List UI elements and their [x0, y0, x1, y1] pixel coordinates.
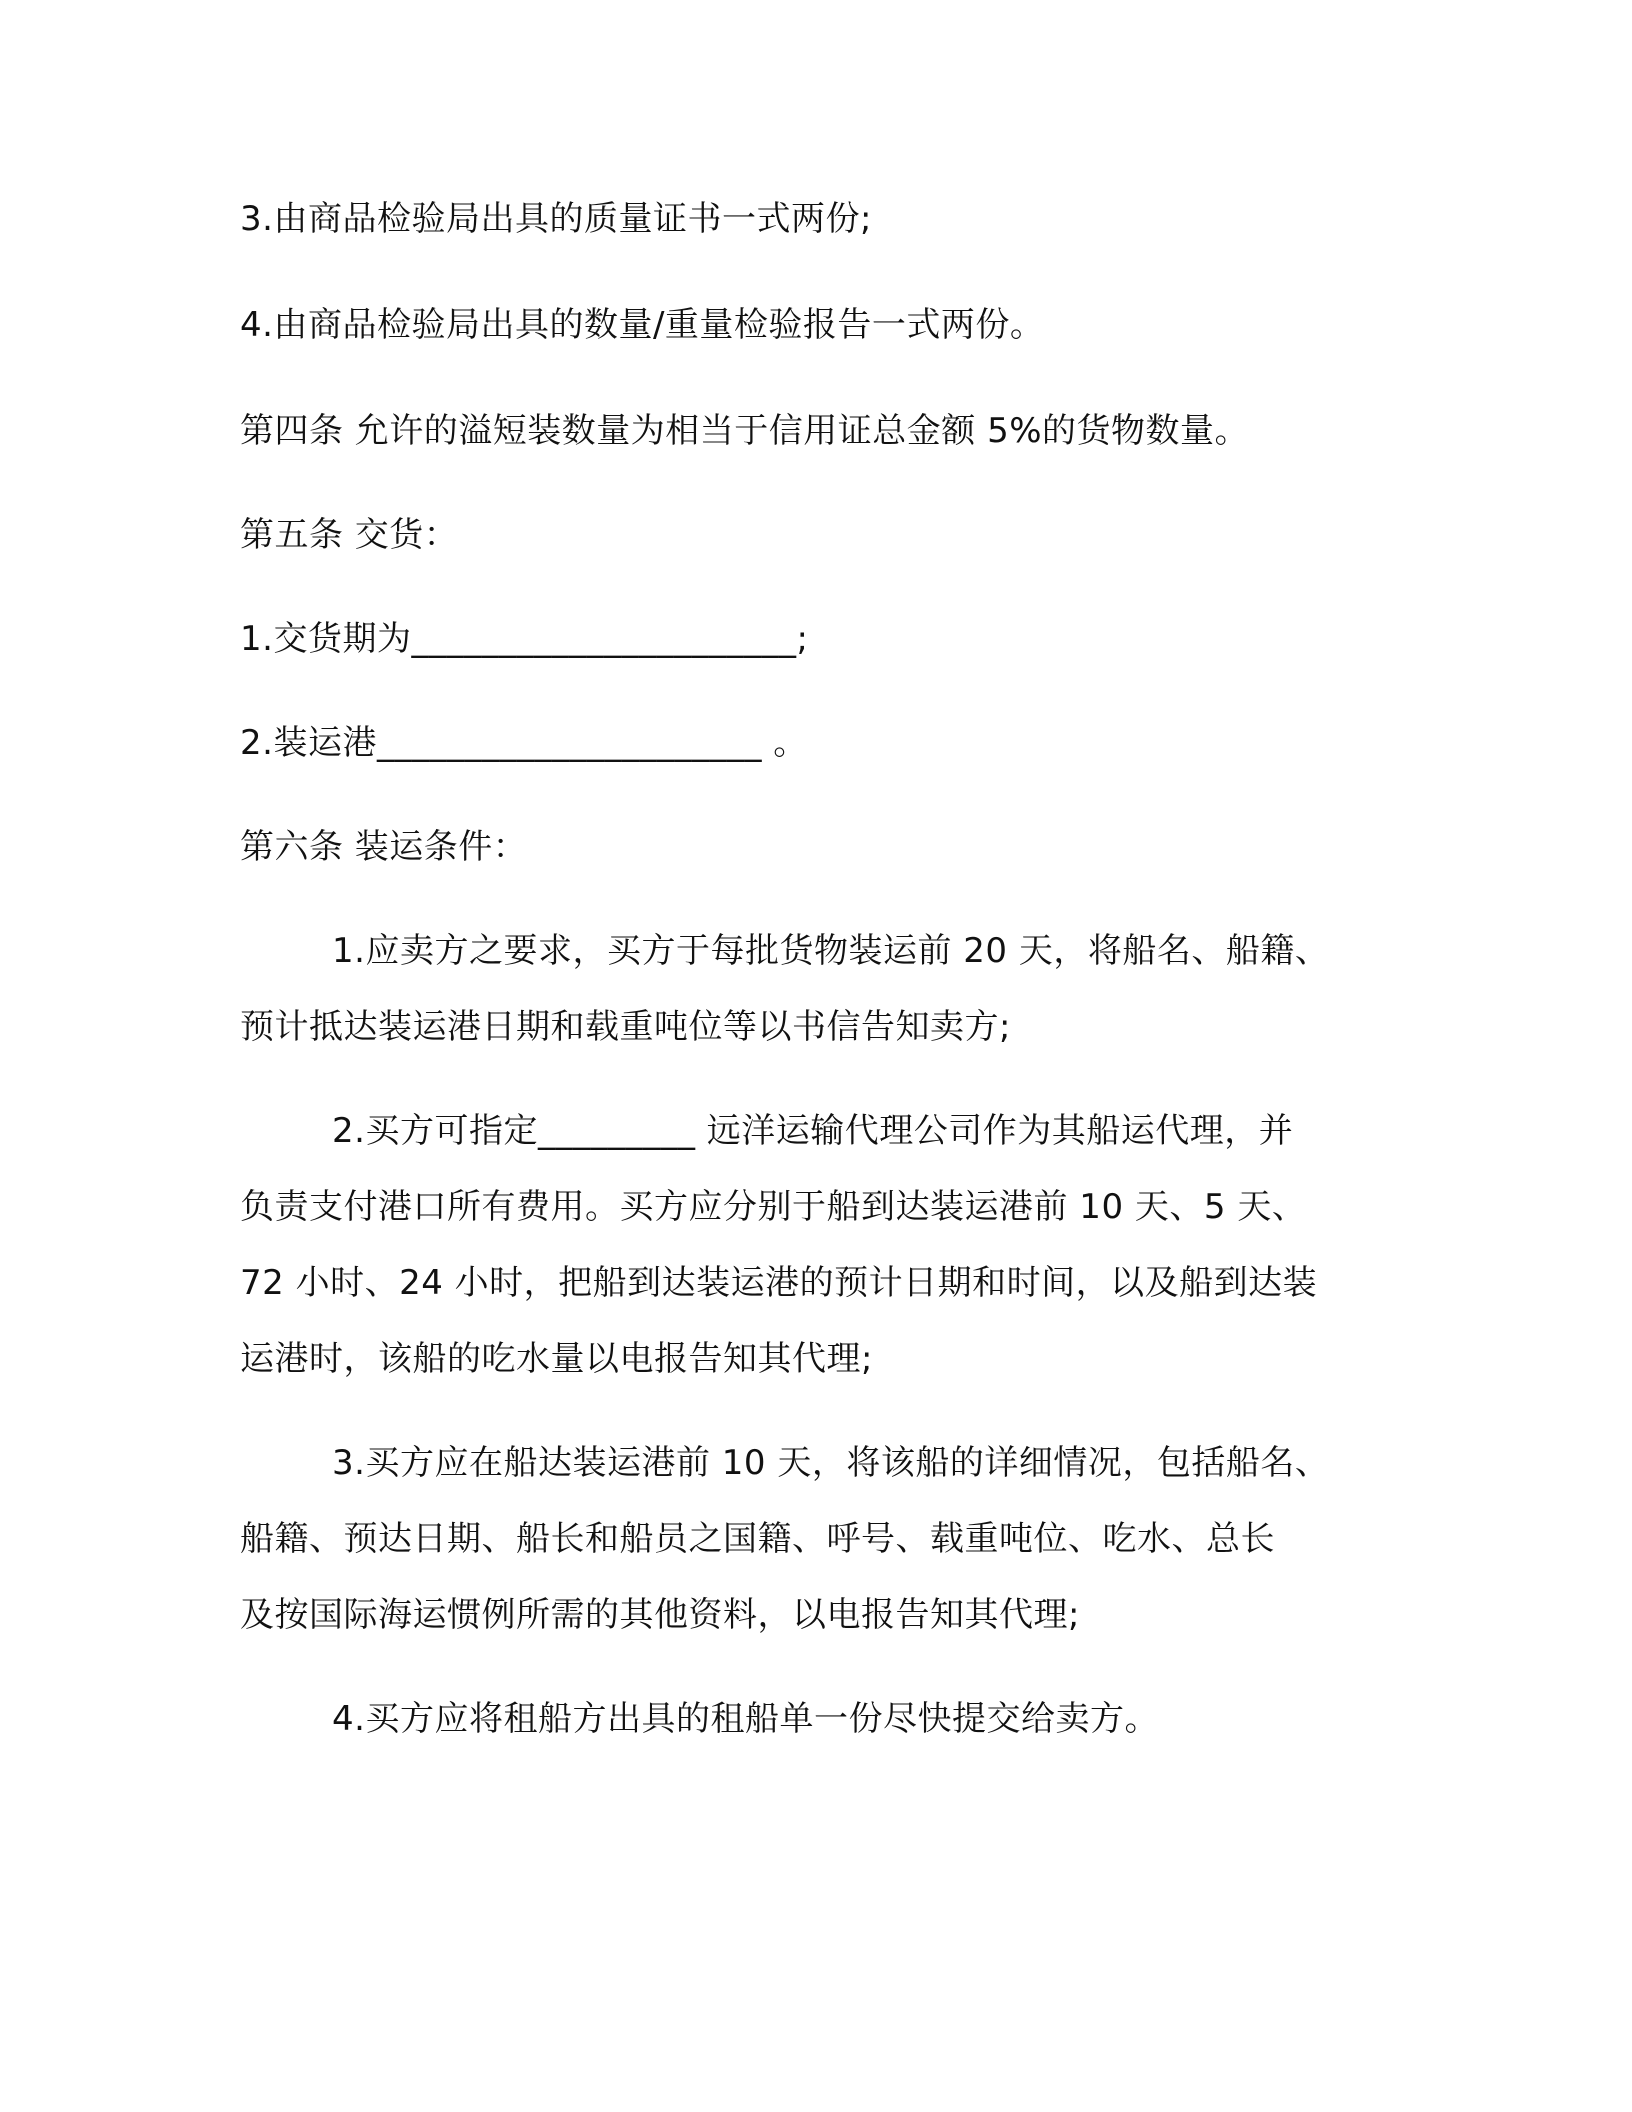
shipping-condition-1-line-2: 预计抵达装运港日期和载重吨位等以书信告知卖方;	[240, 1007, 1011, 1047]
clause-line-quality-certificate: 3.由商品检验局出具的质量证书一式两份;	[240, 199, 872, 239]
shipping-condition-1-line-1: 1.应卖方之要求，买方于每批货物装运前 20 天，将船名、船籍、	[332, 931, 1330, 971]
shipping-condition-2-line-1: 2.买方可指定_________ 远洋运输代理公司作为其船运代理，并	[332, 1111, 1294, 1151]
article-four-line: 第四条 允许的溢短装数量为相当于信用证总金额 5%的货物数量。	[240, 411, 1250, 451]
shipping-condition-4-line-1: 4.买方应将租船方出具的租船单一份尽快提交给卖方。	[332, 1699, 1159, 1739]
delivery-period-line: 1.交货期为______________________;	[240, 619, 809, 659]
shipping-condition-2-line-3: 72 小时、24 小时，把船到达装运港的预计日期和时间，以及船到达装	[240, 1263, 1318, 1303]
article-six-heading: 第六条 装运条件：	[240, 827, 528, 867]
article-five-heading: 第五条 交货：	[240, 515, 459, 555]
clause-line-weight-report: 4.由商品检验局出具的数量/重量检验报告一式两份。	[240, 305, 1045, 345]
shipping-condition-2-line-4: 运港时，该船的吃水量以电报告知其代理;	[240, 1339, 873, 1379]
shipping-condition-3-line-1: 3.买方应在船达装运港前 10 天，将该船的详细情况，包括船名、	[332, 1443, 1330, 1483]
shipping-condition-2-line-2: 负责支付港口所有费用。买方应分别于船到达装运港前 10 天、5 天、	[240, 1187, 1307, 1227]
loading-port-line: 2.装运港______________________ 。	[240, 723, 808, 763]
shipping-condition-3-line-2: 船籍、预达日期、船长和船员之国籍、呼号、载重吨位、吃水、总长	[240, 1519, 1275, 1559]
shipping-condition-3-line-3: 及按国际海运惯例所需的其他资料，以电报告知其代理;	[240, 1595, 1080, 1635]
